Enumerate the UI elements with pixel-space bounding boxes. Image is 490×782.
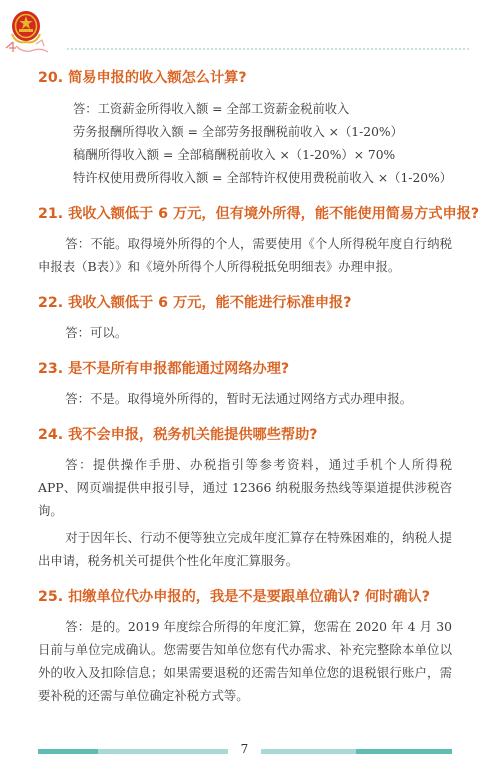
question-heading: 21. 我收入额低于 6 万元，但有境外所得，能不能使用简易方式申报? [38,206,480,222]
qa-item-25 [38,587,452,707]
qa-item-24 [38,425,452,572]
answer-formula-line: 答：工资薪金所得收入额 = 全部工资薪金税前收入 [73,102,350,116]
page-header [0,0,490,62]
header-dotted-line [66,48,471,50]
qa-item-21 [38,204,480,278]
qa-content [38,64,480,707]
question-heading: 25. 扣缴单位代办申报的，我是不是要跟单位确认? 何时确认? [38,589,430,605]
qa-item-20 [38,68,452,190]
answer-paragraph: 答：是的。2019 年度综合所得的年度汇算，您需在 2020 年 4 月 30 日前与单位完成确认。您需要告知单位您有代办需求、补充完整除本单位以外的收入及扣除信息；如果需要退税的还需告知单位您的退税银行账户，需要补税的还需与单位确定补税方式等。 [38,619,452,703]
question-heading: 20. 简易申报的收入额怎么计算? [38,70,247,86]
qa-item-22 [38,293,452,344]
answer-formula-line: 特许权使用费所得收入额 = 全部特许权使用费税前收入 ×（1-20%） [73,171,453,185]
answer-formula-line: 劳务报酬所得收入额 = 全部劳务报酬税前收入 ×（1-20%） [73,125,403,139]
answer-formula-line: 稿酬所得收入额 = 全部稿酬税前收入 ×（1-20%）× 70% [73,148,396,162]
answer-paragraph: 答：不能。取得境外所得的个人，需要使用《个人所得税年度自行纳税申报表（B表）》和《境外所得个人所得税抵免明细表》办理申报。 [38,236,452,274]
question-heading: 22. 我收入额低于 6 万元，能不能进行标准申报? [38,295,352,311]
answer-paragraph: 对于因年长、行动不便等独立完成年度汇算存在特殊困难的，纳税人提出申请，税务机关可提供个性化年度汇算服务。 [38,530,452,568]
answer-paragraph: 答：不是。取得境外所得的，暂时无法通过网络方式办理申报。 [65,391,413,406]
national-emblem-icon [2,4,60,58]
question-heading: 23. 是不是所有申报都能通过网络办理? [38,361,290,377]
footer-bar-left [38,749,228,754]
footer-bar-accent [356,749,452,754]
qa-item-23 [38,359,452,410]
footer-bar-right [261,749,452,754]
answer-paragraph: 答：可以。 [65,325,128,340]
footer-bar-accent [38,749,98,754]
question-heading: 24. 我不会申报，税务机关能提供哪些帮助? [38,427,318,443]
page-footer [0,738,490,768]
answer-paragraph: 答：提供操作手册、办税指引等参考资料，通过手机个人所得税 APP、网页端提供申报引导，通过 12366 纳税服务热线等渠道提供涉税咨询。 [38,457,452,518]
page-number: 7 [240,742,249,756]
